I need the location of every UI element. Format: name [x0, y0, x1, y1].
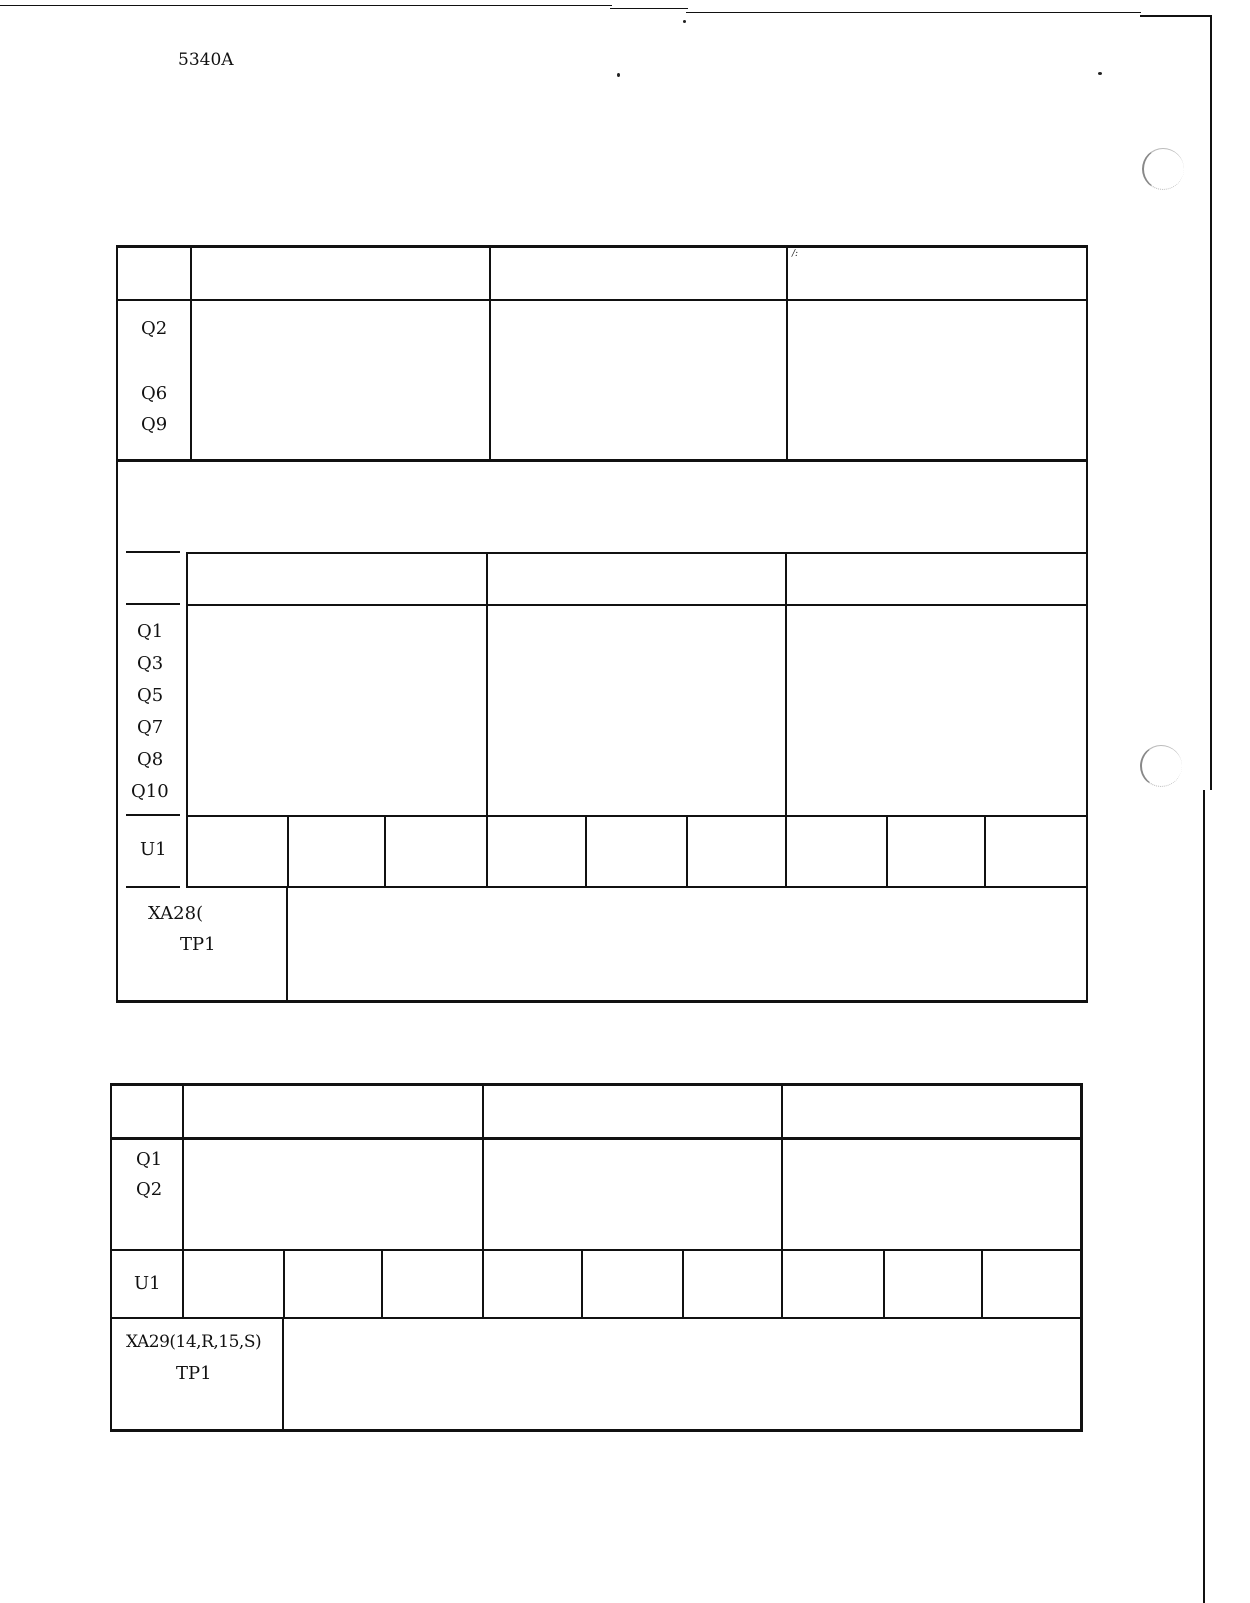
punch-hole-icon: [1140, 745, 1182, 787]
ic-label: U1: [140, 839, 167, 860]
page-top-border-far: [1140, 15, 1212, 17]
table2-stub-line: [126, 551, 180, 553]
table3-subcol-divider: [581, 1249, 583, 1319]
table3-col-divider: [781, 1083, 783, 1319]
table2-stub-line: [126, 603, 180, 605]
table2-header-separator: [186, 604, 1088, 606]
transistor-label: Q1: [137, 621, 164, 642]
table2-subcol-divider: [287, 815, 289, 888]
transistor-label: Q2: [141, 318, 168, 339]
transistor-label: Q2: [136, 1179, 163, 1200]
table3-tp-divider: [282, 1317, 284, 1432]
table1-header-separator: [116, 299, 1088, 301]
table2-subcol-divider: [585, 815, 587, 888]
transistor-label: Q3: [137, 653, 164, 674]
table3-subcol-divider: [883, 1249, 885, 1319]
table3-col-divider: [482, 1083, 484, 1319]
table1-left-border: [116, 245, 118, 1002]
corner-mark: /:: [792, 249, 799, 259]
table2-col-divider: [486, 552, 488, 888]
table2-col-divider: [186, 552, 188, 888]
ink-speck: [683, 20, 686, 23]
page-right-border-upper: [1210, 15, 1212, 790]
page-right-border-lower: [1203, 790, 1205, 1603]
table1-col-divider: [489, 245, 491, 461]
transistor-label: Q7: [137, 717, 164, 738]
table2-stub-line: [126, 886, 180, 888]
table2-bottom-border: [116, 1000, 1088, 1003]
transistor-label: Q8: [137, 749, 164, 770]
table1-top-border: [116, 245, 1088, 248]
table2-subcol-divider: [984, 815, 986, 888]
table3-subcol-divider: [381, 1249, 383, 1319]
table3-left-border: [110, 1083, 112, 1432]
table1-col-divider: [786, 245, 788, 461]
page-top-border-left: [0, 5, 612, 6]
ink-speck: [1098, 72, 1102, 75]
table2-tp-separator: [186, 886, 1088, 888]
table3-subcol-divider: [682, 1249, 684, 1319]
table2-top-border: [186, 552, 1088, 554]
punch-hole-icon: [1142, 148, 1184, 190]
table3-header-separator: [110, 1137, 1083, 1140]
transistor-label: Q6: [141, 383, 168, 404]
table3-subcol-divider: [283, 1249, 285, 1319]
test-point-label: TP1: [176, 1363, 212, 1384]
ink-speck: [617, 73, 620, 77]
transistor-label: Q5: [137, 685, 164, 706]
table2-ic-separator: [186, 815, 1088, 817]
table1-col-divider: [190, 245, 192, 461]
table1-right-border: [1086, 245, 1088, 1002]
page-top-border-mid: [610, 8, 688, 9]
table3-subcol-divider: [981, 1249, 983, 1319]
test-point-label: XA28(: [148, 903, 204, 924]
table2-subcol-divider: [886, 815, 888, 888]
page-model-number: 5340A: [178, 50, 234, 70]
table2-col-divider: [785, 552, 787, 888]
table2-stub-line: [126, 814, 180, 816]
table2-subcol-divider: [384, 815, 386, 888]
transistor-label: Q1: [136, 1149, 163, 1170]
test-point-label: TP1: [180, 934, 216, 955]
table2-subcol-divider: [686, 815, 688, 888]
table2-tp-divider: [286, 886, 288, 1002]
test-point-label: XA29(14,R,15,S): [126, 1332, 262, 1352]
table3-tp-separator: [110, 1317, 1083, 1319]
table3-col-divider: [182, 1083, 184, 1319]
page-top-border-right: [686, 12, 1141, 13]
table3-ic-separator: [110, 1249, 1083, 1251]
table3-right-border: [1080, 1083, 1083, 1432]
table3-top-border: [110, 1083, 1083, 1086]
ic-label: U1: [134, 1273, 161, 1294]
transistor-label: Q9: [141, 414, 168, 435]
transistor-label: Q10: [131, 781, 169, 802]
table1-bottom-border: [116, 459, 1088, 462]
table3-bottom-border: [110, 1429, 1083, 1432]
